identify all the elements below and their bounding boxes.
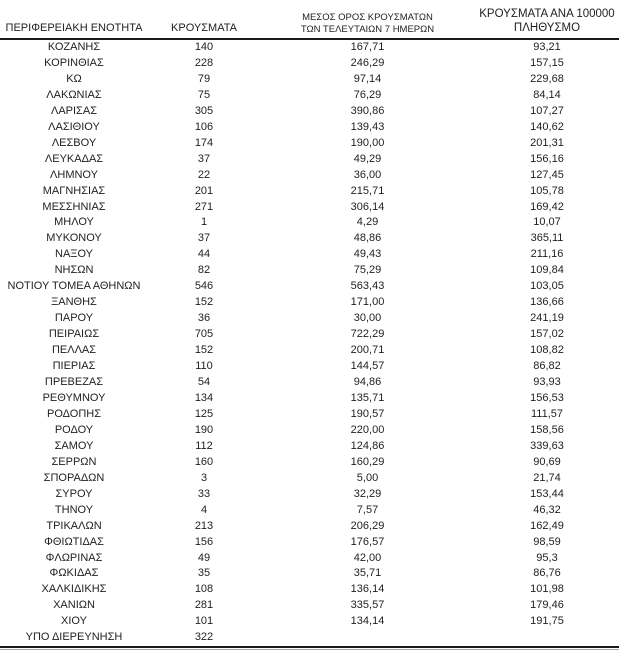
- table-row: [0, 551, 619, 567]
- cell-regional-unit: ΡΟΔΟΠΗΣ: [46, 407, 102, 420]
- cell-cases-per-100000: 179,46: [530, 599, 564, 612]
- cell-cases-per-100000: 108,82: [530, 344, 564, 357]
- cell-cases: 305: [194, 104, 214, 117]
- col-header-avg-7-days: [260, 0, 475, 39]
- cell-cases-per-100000: 136,66: [530, 296, 564, 309]
- cell-cases-per-100000: 98,59: [533, 535, 561, 548]
- cell-avg-7-days: 215,71: [350, 184, 385, 197]
- cell-regional-unit: ΝΗΣΩΝ: [54, 264, 94, 277]
- col-header-regional-unit: [0, 0, 148, 39]
- cell-avg-7-days: 97,14: [353, 72, 382, 85]
- cell-avg-7-days: 246,29: [350, 56, 385, 69]
- table-bottom-rule-light-line: [0, 649, 619, 650]
- cell-regional-unit: ΛΕΥΚΑΔΑΣ: [44, 152, 104, 165]
- cell-regional-unit: ΤΡΙΚΑΛΩΝ: [46, 519, 102, 532]
- cell-regional-unit: ΛΑΡΙΣΑΣ: [50, 104, 97, 117]
- table-row: [0, 88, 619, 104]
- table-row: [0, 343, 619, 359]
- cell-cases: 228: [194, 56, 214, 69]
- cell-cases-per-100000: 169,42: [530, 200, 564, 213]
- cell-cases-per-100000: 107,27: [530, 104, 564, 117]
- col-header-cases-label: ΚΡΟΥΣΜΑΤΑ: [171, 22, 237, 34]
- cell-cases: 44: [197, 248, 211, 261]
- cell-regional-unit: ΧΑΛΚΙΔΙΚΗΣ: [41, 583, 107, 596]
- table-row: [0, 359, 619, 375]
- cell-regional-unit: ΚΟΖΑΝΗΣ: [47, 41, 101, 53]
- cell-cases-per-100000: 93,21: [533, 41, 561, 53]
- table-row: [0, 391, 619, 407]
- cell-avg-7-days: 134,14: [350, 615, 385, 628]
- cell-cases: 160: [194, 455, 214, 468]
- table-header: [0, 0, 619, 39]
- cell-regional-unit: ΠΕΛΛΑΣ: [51, 344, 97, 357]
- cell-cases-per-100000: 156,53: [530, 391, 564, 404]
- cell-avg-7-days: 4,29: [356, 216, 379, 229]
- cell-avg-7-days: 190,00: [350, 136, 385, 149]
- cell-regional-unit: ΛΕΣΒΟΥ: [51, 136, 97, 149]
- table-row: [0, 598, 619, 614]
- cell-avg-7-days: 32,29: [353, 487, 382, 500]
- table-row: [0, 630, 619, 646]
- cell-cases-per-100000: 86,76: [533, 567, 561, 580]
- cell-avg-7-days: 144,57: [350, 360, 385, 373]
- table-row: [0, 168, 619, 184]
- cell-avg-7-days: 75,29: [353, 264, 382, 277]
- cell-regional-unit: ΣΥΡΟΥ: [55, 487, 93, 500]
- cell-cases-per-100000: 241,19: [530, 312, 564, 325]
- table-row: [0, 295, 619, 311]
- cell-cases-per-100000: 229,68: [530, 72, 564, 85]
- table-row: [0, 566, 619, 582]
- cell-cases: 271: [194, 200, 214, 213]
- cell-avg-7-days: 5,00: [356, 471, 379, 484]
- cell-avg-7-days: 36,00: [353, 168, 382, 181]
- cell-regional-unit: ΣΠΟΡΑΔΩΝ: [43, 471, 105, 484]
- cell-avg-7-days: 160,29: [350, 455, 385, 468]
- table-row: [0, 231, 619, 247]
- cell-cases-per-100000: 211,16: [530, 248, 564, 261]
- cell-cases: 49: [197, 551, 211, 564]
- cell-cases: 174: [194, 136, 214, 149]
- cell-cases-per-100000: 86,82: [533, 360, 561, 373]
- cell-cases: 546: [194, 280, 214, 293]
- table-row: [0, 104, 619, 120]
- col-header-cases-per-100000: [475, 0, 619, 39]
- cell-avg-7-days: [260, 630, 475, 646]
- cell-cases-per-100000: 365,11: [530, 232, 564, 245]
- cell-avg-7-days: 42,00: [353, 551, 382, 564]
- cell-regional-unit: ΠΡΕΒΕΖΑΣ: [44, 376, 104, 389]
- cell-cases-per-100000: 21,74: [533, 471, 561, 484]
- table-row: [0, 184, 619, 200]
- cell-cases: 1: [200, 216, 208, 229]
- col-header-cases-per-100000-line1: ΚΡΟΥΣΜΑΤΑ ΑΝΑ 100000: [479, 8, 615, 20]
- cell-cases: 54: [197, 376, 211, 389]
- cell-regional-unit: ΠΑΡΟΥ: [54, 312, 94, 325]
- cell-cases: 36: [197, 312, 211, 325]
- cell-regional-unit: ΝΟΤΙΟΥ ΤΟΜΕΑ ΑΘΗΝΩΝ: [7, 280, 141, 293]
- table-row: [0, 327, 619, 343]
- cell-avg-7-days: 220,00: [350, 423, 385, 436]
- cell-avg-7-days: 171,00: [350, 296, 385, 309]
- cell-avg-7-days: 94,86: [353, 376, 382, 389]
- cell-avg-7-days: 136,14: [350, 583, 385, 596]
- cell-regional-unit: ΤΗΝΟΥ: [54, 503, 94, 516]
- cell-cases-per-100000: 105,78: [530, 184, 564, 197]
- cell-cases: 156: [194, 535, 214, 548]
- cell-cases: 4: [200, 503, 208, 516]
- table-row: [0, 439, 619, 455]
- cell-cases: 22: [197, 168, 211, 181]
- cell-cases: 152: [194, 296, 214, 309]
- table-row: [0, 423, 619, 439]
- cell-cases: 37: [197, 152, 211, 165]
- cell-cases: 82: [197, 264, 211, 277]
- cell-regional-unit: ΣΕΡΡΩΝ: [51, 455, 97, 468]
- table-row: [0, 56, 619, 72]
- cell-avg-7-days: 7,57: [356, 503, 379, 516]
- table-row: [0, 535, 619, 551]
- cell-cases-per-100000: 46,32: [533, 503, 561, 516]
- cell-cases: 140: [194, 41, 214, 53]
- cell-avg-7-days: 139,43: [350, 120, 385, 133]
- cell-cases: 112: [195, 439, 213, 452]
- cell-cases: 281: [194, 599, 214, 612]
- cell-regional-unit: ΠΕΙΡΑΙΩΣ: [48, 328, 100, 341]
- cell-avg-7-days: 306,14: [350, 200, 385, 213]
- table-row: [0, 375, 619, 391]
- table-row: [0, 614, 619, 630]
- cell-cases-per-100000: 103,05: [530, 280, 564, 293]
- cell-regional-unit: ΛΑΣΙΘΙΟΥ: [48, 120, 100, 133]
- cell-cases: 75: [197, 88, 211, 101]
- cell-cases: 110: [195, 360, 213, 373]
- header-row: [0, 0, 619, 39]
- table-row: [0, 311, 619, 327]
- cell-avg-7-days: 200,71: [350, 344, 385, 357]
- col-header-cases-per-100000-line2: ΠΛΗΘΥΣΜΟ: [513, 21, 581, 34]
- cell-cases: 152: [194, 344, 214, 357]
- cell-avg-7-days: 124,86: [350, 439, 385, 452]
- cell-regional-unit: ΡΕΘΥΜΝΟΥ: [42, 391, 106, 404]
- table-row: [0, 471, 619, 487]
- cell-cases: 705: [194, 328, 214, 341]
- cell-cases-per-100000: 157,15: [530, 56, 564, 69]
- cell-avg-7-days: 563,43: [350, 280, 385, 293]
- col-header-avg-7-days-line1: ΜΕΣΟΣ ΟΡΟΣ ΚΡΟΥΣΜΑΤΩΝ: [302, 12, 433, 23]
- cell-cases-per-100000: 201,31: [530, 136, 564, 149]
- table-row: [0, 487, 619, 503]
- table-row: [0, 279, 619, 295]
- table-body: [0, 39, 619, 646]
- cell-cases-per-100000: 157,02: [530, 328, 564, 341]
- cell-cases: 33: [197, 487, 211, 500]
- cell-regional-unit: ΜΥΚΟΝΟΥ: [46, 232, 102, 245]
- cell-cases-per-100000: 90,69: [533, 455, 561, 468]
- cell-regional-unit: ΜΕΣΣΗΝΙΑΣ: [42, 200, 106, 213]
- table-row: [0, 152, 619, 168]
- cell-avg-7-days: 76,29: [353, 88, 382, 101]
- cell-cases: 101: [194, 615, 214, 628]
- cell-avg-7-days: 49,43: [353, 248, 382, 261]
- cell-avg-7-days: 135,71: [350, 391, 385, 404]
- cell-regional-unit: ΧΙΟΥ: [61, 615, 87, 628]
- cell-regional-unit: ΞΑΝΘΗΣ: [51, 296, 97, 309]
- cell-cases: 213: [194, 519, 214, 532]
- cell-regional-unit: ΧΑΝΙΩΝ: [53, 599, 95, 612]
- cell-regional-unit: ΚΩ: [66, 72, 82, 85]
- cell-regional-unit: ΦΘΙΩΤΙΔΑΣ: [44, 535, 104, 548]
- cell-avg-7-days: 390,86: [350, 104, 385, 117]
- cell-cases-per-100000: 158,56: [530, 423, 564, 436]
- cell-avg-7-days: 35,71: [353, 567, 382, 580]
- cell-regional-unit: ΡΟΔΟΥ: [54, 423, 94, 436]
- cell-cases-per-100000: 84,14: [533, 88, 561, 101]
- cell-cases-per-100000: [475, 630, 619, 646]
- cell-cases-per-100000: 140,62: [530, 120, 564, 133]
- cell-avg-7-days: 722,29: [350, 328, 385, 341]
- table-row: [0, 455, 619, 471]
- cell-avg-7-days: 48,86: [353, 232, 382, 245]
- cell-cases-per-100000: 95,3: [536, 551, 558, 564]
- cell-cases: 134: [194, 391, 214, 404]
- cell-avg-7-days: 30,00: [353, 312, 382, 325]
- cell-regional-unit: ΛΑΚΩΝΙΑΣ: [46, 88, 102, 101]
- cell-avg-7-days: 335,57: [350, 599, 385, 612]
- cell-avg-7-days: 176,57: [350, 535, 385, 548]
- table-row: [0, 247, 619, 263]
- cell-cases: 190: [194, 423, 214, 436]
- cell-avg-7-days: 167,71: [350, 41, 385, 53]
- cell-cases: 35: [197, 567, 211, 580]
- table-row: [0, 215, 619, 231]
- table-row: [0, 72, 619, 88]
- cell-regional-unit: ΣΑΜΟΥ: [54, 439, 94, 452]
- cell-cases-per-100000: 162,49: [530, 519, 564, 532]
- cell-cases: 3: [200, 471, 208, 484]
- cell-cases: 79: [197, 72, 211, 85]
- table-row: [0, 200, 619, 216]
- cell-cases-per-100000: 10,07: [533, 216, 561, 229]
- cell-cases: 201: [194, 184, 214, 197]
- cell-regional-unit: ΜΗΛΟΥ: [54, 216, 94, 229]
- cell-cases-per-100000: 127,45: [530, 168, 564, 181]
- cell-regional-unit: ΚΟΡΙΝΘΙΑΣ: [44, 56, 104, 69]
- cell-regional-unit: ΦΛΩΡΙΝΑΣ: [45, 551, 103, 564]
- cell-cases-per-100000: 339,63: [530, 439, 564, 452]
- cell-regional-unit: ΜΑΓΝΗΣΙΑΣ: [42, 184, 106, 197]
- cell-cases-per-100000: 111,57: [530, 407, 563, 420]
- table-bottom-rule: [0, 646, 619, 650]
- cell-cases: 37: [197, 232, 211, 245]
- table-row: [0, 582, 619, 598]
- table-row: [0, 503, 619, 519]
- cell-regional-unit: ΝΑΞΟΥ: [55, 248, 93, 261]
- cell-regional-unit: ΠΙΕΡΙΑΣ: [52, 360, 96, 373]
- cell-cases-per-100000: 101,98: [530, 583, 564, 596]
- cell-cases-per-100000: 109,84: [530, 264, 564, 277]
- cell-avg-7-days: 49,29: [353, 152, 382, 165]
- cell-avg-7-days: 206,29: [350, 519, 385, 532]
- table-row: [0, 136, 619, 152]
- cell-cases-per-100000: 93,93: [533, 376, 561, 389]
- table-row: [0, 263, 619, 279]
- cell-regional-unit: ΦΩΚΙΔΑΣ: [49, 567, 99, 580]
- cell-cases: 108: [194, 583, 214, 596]
- table-row: [0, 519, 619, 535]
- table-row: [0, 120, 619, 136]
- col-header-avg-7-days-line2: ΤΩΝ ΤΕΛΕΥΤΑΙΩΝ 7 ΗΜΕΡΩΝ: [300, 23, 435, 35]
- cell-regional-unit: ΥΠΟ ΔΙΕΡΕΥΝΗΣΗ: [25, 631, 123, 644]
- cell-cases-per-100000: 153,44: [530, 487, 564, 500]
- cell-cases: 125: [194, 407, 214, 420]
- cell-cases: 322: [194, 631, 214, 644]
- cell-cases-per-100000: 156,16: [530, 152, 564, 165]
- cell-regional-unit: ΛΗΜΝΟΥ: [50, 168, 98, 181]
- col-header-cases: [148, 0, 260, 39]
- cell-cases: 106: [194, 120, 214, 133]
- table-row: [0, 407, 619, 423]
- cell-avg-7-days: 190,57: [350, 407, 385, 420]
- cell-cases-per-100000: 191,75: [530, 615, 564, 628]
- col-header-regional-unit-label: ΠΕΡΙΦΕΡΕΙΑΚΗ ΕΝΟΤΗΤΑ: [5, 22, 143, 34]
- table-row: [0, 39, 619, 56]
